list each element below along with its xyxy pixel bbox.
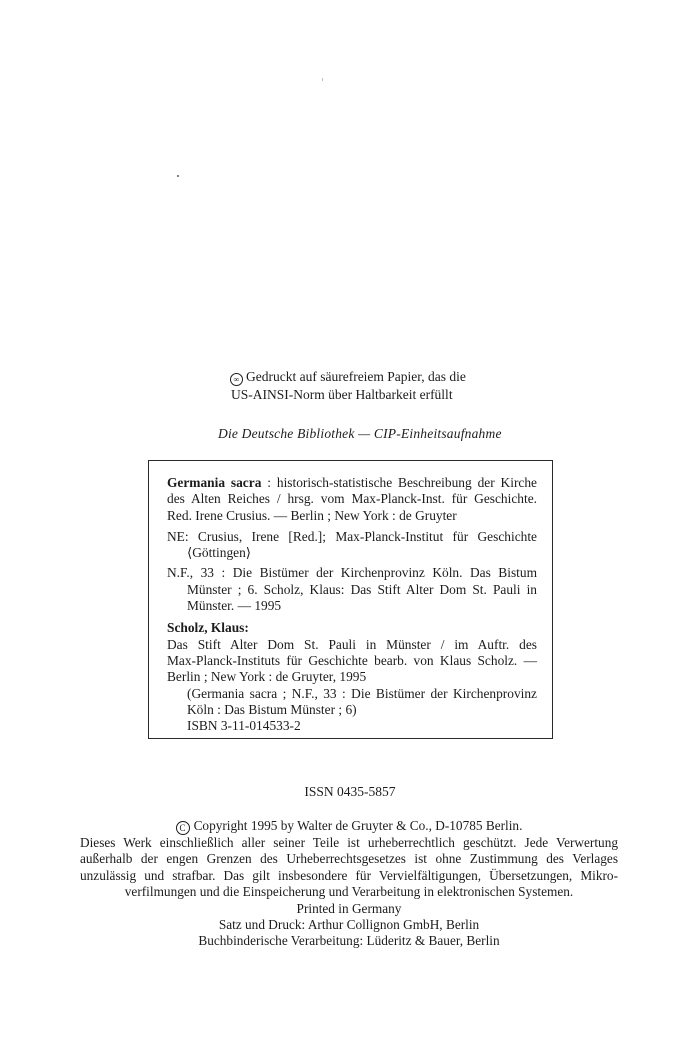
printed-in: Printed in Germany	[296, 900, 402, 916]
cip-nf-entry	[167, 565, 537, 614]
paper-note-line-2: US-AINSI-Norm über Haltbarkeit erfüllt	[231, 387, 453, 402]
cip-line-3: Red. Irene Crusius. — Berlin ; New York : de Gruyter	[167, 507, 457, 523]
cip-series-line-1: (Germania sacra ; N.F., 33 : Die Bistümer der Kirchenprovinz	[187, 685, 537, 701]
cip-ne-line-2: ⟨Göttingen⟩	[187, 545, 252, 561]
paper-note-line-1: ∞ Gedruckt auf säurefreiem Papier, das die	[230, 368, 466, 386]
cip-isbn: ISBN 3-11-014533-2	[187, 718, 301, 734]
cip-author: Scholz, Klaus:	[167, 620, 249, 636]
cip-nf-line-1: N.F., 33 : Die Bistümer der Kirchenprovinz Köln. Das Bistum	[167, 565, 537, 581]
binding-credit: Buchbinderische Verarbeitung: Lüderitz & Bauer, Berlin	[198, 933, 500, 949]
cip-main-entry: Germania sacra : historisch-statistische Beschreibung der Kirche des Alten Reiches / hrsg. vom Max-Planck-Inst. für Geschichte. Red. Irene Crusius. — Berlin ; New York : de Gruyter	[167, 475, 537, 523]
rights-line-1: Dieses Werk einschließlich aller seiner Teile ist urheberrechtlich geschützt. Jede Verwertung	[80, 835, 618, 850]
cip-work-line-1: Das Stift Alter Dom St. Pauli in Münster / im Auftr. des	[167, 636, 537, 652]
cip-header: Die Deutsche Bibliothek — CIP-Einheitsaufnahme	[218, 426, 502, 441]
rights-line-3: unzulässig und strafbar. Das gilt insbesondere für Vervielfältigungen, Übersetzungen, Mikro-	[80, 867, 618, 883]
cip-work-line-3: Berlin ; New York : de Gruyter, 1995	[167, 669, 367, 685]
cip-nf-line-3: Münster. — 1995	[187, 598, 282, 614]
cip-series-line-2: Köln : Das Bistum Münster ; 6)	[187, 701, 357, 717]
imprint	[80, 818, 618, 950]
stray-dot	[177, 175, 179, 177]
cip-work-line-2: Max-Planck-Instituts für Geschichte bearb. von Klaus Scholz. —	[167, 652, 537, 668]
cip-nf-line-2: Münster ; 6. Scholz, Klaus: Das Stift Alter Dom St. Pauli in	[187, 581, 537, 597]
copyright-icon: C	[176, 821, 190, 835]
rights-line-2: außerhalb der engen Grenzen des Urheberrechtsgesetzes ist ohne Zustimmung des Verlages	[80, 851, 618, 867]
rights-line-4: verfilmungen und die Einspeicherung und Verarbeitung in elektronischen Systemen.	[124, 884, 574, 900]
cip-author-entry	[167, 620, 537, 734]
cip-record	[167, 475, 537, 739]
cip-ne-entry	[167, 529, 537, 562]
stray-mark	[322, 78, 323, 81]
typesetting-credit: Satz und Druck: Arthur Collignon GmbH, Berlin	[218, 917, 480, 933]
infinity-paper-icon: ∞	[230, 373, 243, 386]
cip-title-bold: Germania sacra	[167, 475, 262, 490]
cip-line-2: des Alten Reiches / hrsg. vom Max-Planck-Inst. für Geschichte.	[167, 491, 537, 507]
issn: ISSN 0435-5857	[304, 784, 396, 799]
acid-free-paper-note	[230, 368, 466, 403]
copyright-line: C Copyright 1995 by Walter de Gruyter & Co., D-10785 Berlin.	[80, 818, 618, 835]
cip-ne-line-1: NE: Crusius, Irene [Red.]; Max-Planck-Institut für Geschichte	[167, 528, 537, 544]
